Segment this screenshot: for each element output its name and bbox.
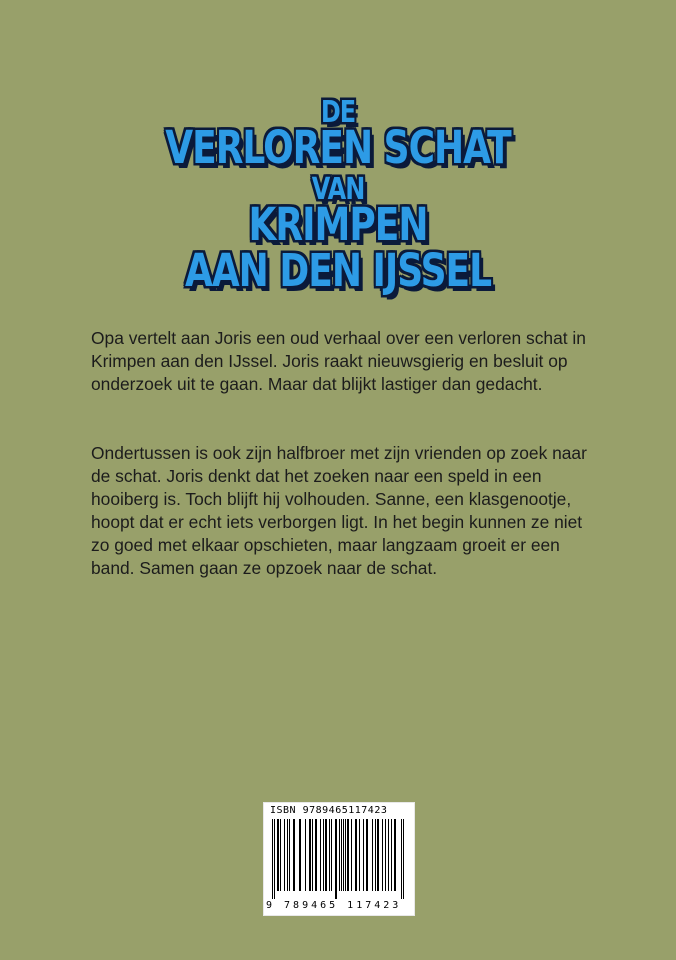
barcode-bar — [280, 819, 281, 891]
barcode-bar — [355, 819, 357, 891]
barcode-bar — [329, 819, 330, 891]
barcode-bar — [315, 819, 317, 891]
barcode-bar — [293, 819, 295, 891]
barcode-bar — [272, 819, 273, 899]
barcode-bar — [299, 819, 301, 891]
barcode-bar — [385, 819, 386, 891]
barcode-bar — [335, 819, 337, 899]
title-line-krimpen: KRIMPEN — [248, 199, 428, 251]
barcode-bars — [268, 819, 408, 899]
barcode-bar — [372, 819, 373, 891]
barcode-bar — [341, 819, 342, 891]
barcode-bar — [394, 819, 396, 891]
title-line-aan-den-ijssel: AAN DEN IJSSEL — [184, 245, 492, 297]
book-title — [0, 94, 676, 300]
blurb-paragraph-2: Ondertussen is ook zijn halfbroer met zijn vrienden op zoek naar de schat. Joris denkt dat het zoeken naar een speld in een hooiberg is. Toch blijft hij volhouden. Sanne, een klasgenootje, hoopt dat er echt iets verborgen ligt. In het begin kunnen ze niet zo goed met elkaar opschieten, maar langzaam groeit er een band. Samen gaan ze opzoek naar de schat. — [91, 443, 587, 578]
barcode-bar — [347, 819, 349, 891]
barcode-bar — [401, 819, 402, 899]
barcode-bar — [320, 819, 321, 891]
barcode-bar — [343, 819, 344, 891]
barcode-bar — [325, 819, 327, 891]
barcode-bar — [403, 819, 404, 899]
barcode-bar — [382, 819, 383, 891]
barcode-bar — [274, 819, 275, 899]
barcode-bar — [377, 819, 379, 891]
barcode-bar — [339, 819, 340, 891]
barcode-bar — [375, 819, 376, 891]
barcode-bar — [366, 819, 368, 891]
title-line-verloren-schat: VERLOREN SCHAT — [165, 122, 511, 174]
barcode-bar — [305, 819, 306, 891]
blurb-paragraph-1: Opa vertelt aan Joris een oud verhaal over een verloren schat in Krimpen aan den IJssel. Joris raakt nieuwsgierig en besluit op onderzoek uit te gaan. Maar dat blijkt lastiger dan gedacht. — [91, 328, 586, 394]
barcode-bar — [331, 819, 332, 891]
barcode-bar — [309, 819, 311, 891]
barcode-bar — [289, 819, 290, 891]
title-line-de: DE — [320, 94, 356, 130]
barcode-bar — [323, 819, 324, 891]
barcode-bar — [388, 819, 389, 891]
barcode-bar — [359, 819, 360, 891]
barcode-bar — [284, 819, 285, 891]
isbn-barcode — [263, 802, 415, 916]
barcode-bar — [277, 819, 279, 891]
isbn-digits: 9 789465 117423 — [266, 900, 402, 911]
isbn-label: ISBN 9789465117423 — [270, 805, 388, 816]
barcode-bar — [391, 819, 392, 891]
barcode-bar — [351, 819, 352, 891]
barcode-bar — [287, 819, 288, 891]
title-line-van: VAN — [311, 171, 365, 207]
barcode-bar — [363, 819, 364, 891]
barcode-bar — [345, 819, 346, 891]
barcode-bar — [312, 819, 313, 891]
